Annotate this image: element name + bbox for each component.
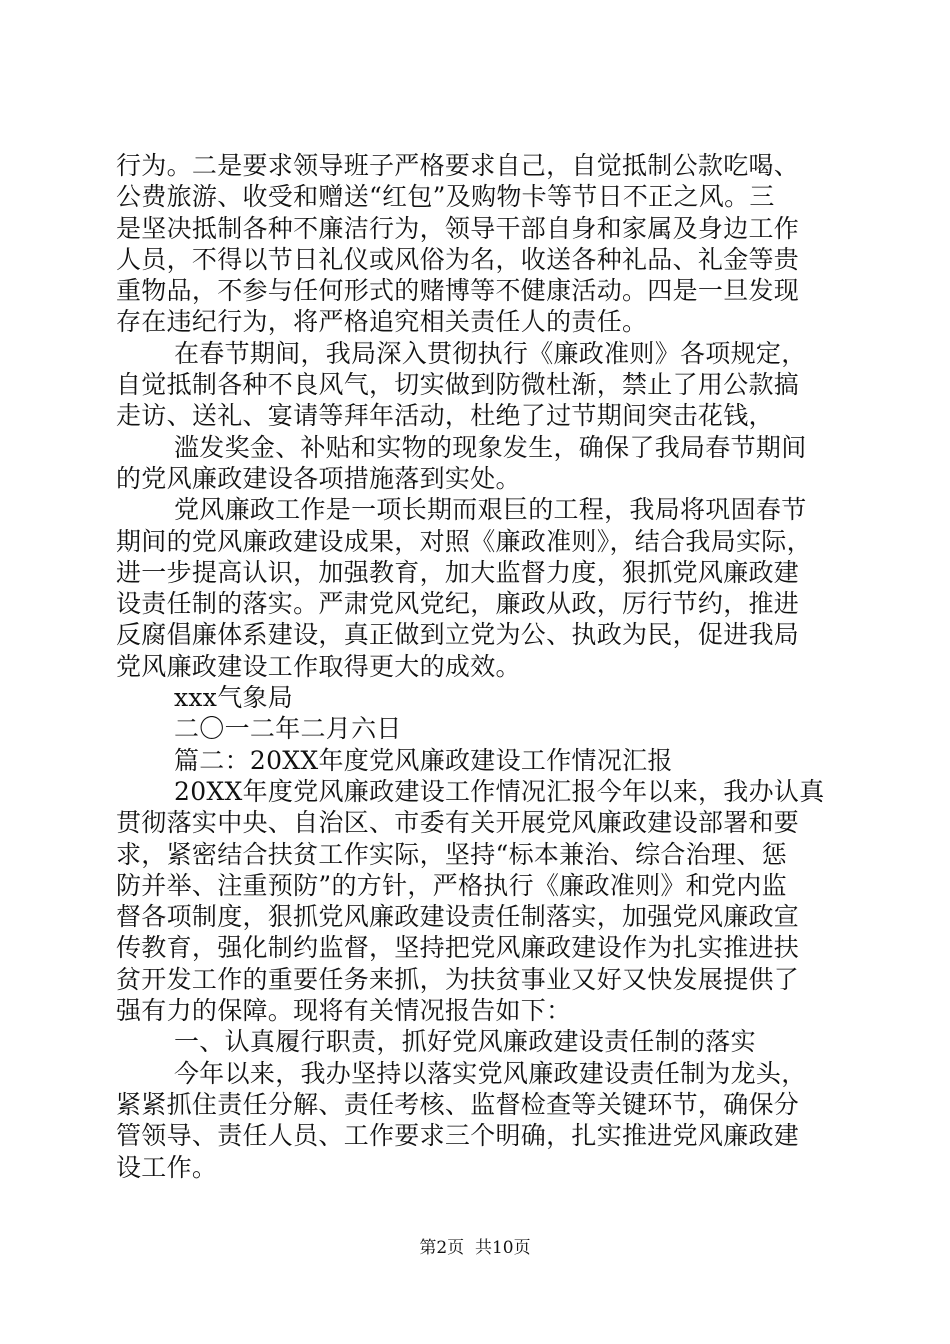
text-line: 人员，不得以节日礼仪或风俗为名，收送各种礼品、礼金等贵 xyxy=(116,244,800,274)
text-line: 存在违纪行为，将严格追究相关责任人的责任。 xyxy=(116,307,648,337)
text-line: 重物品，不参与任何形式的赌博等不健康活动。四是一旦发现 xyxy=(116,276,800,306)
text-line: 公费旅游、收受和赠送“红包”及购物卡等节日不正之风。三 xyxy=(116,182,775,212)
text-line: 管领导、责任人员、工作要求三个明确，扎实推进党风廉政建 xyxy=(116,1121,800,1151)
text-line: 督各项制度，狠抓党风廉政建设责任制落实，加强党风廉政宣 xyxy=(116,902,800,932)
text-line: 反腐倡廉体系建设，真正做到立党为公、执政为民，促进我局 xyxy=(116,620,800,650)
text-line: xxx气象局 xyxy=(174,683,294,713)
text-line: 自觉抵制各种不良风气，切实做到防微杜渐，禁止了用公款搞 xyxy=(116,370,800,400)
text-line: 求，紧密结合扶贫工作实际，坚持“标本兼治、综合治理、惩 xyxy=(116,839,787,869)
text-line: 贫开发工作的重要任务来抓，为扶贫事业又好又快发展提供了 xyxy=(116,964,800,994)
text-line: 二〇一二年二月六日 xyxy=(174,714,402,744)
text-line: 期间的党风廉政建设成果，对照《廉政准则》，结合我局实际， xyxy=(116,526,812,556)
text-line: 走访、送礼、宴请等拜年活动，杜绝了过节期间突击花钱， xyxy=(116,401,774,431)
text-line: 设工作。 xyxy=(116,1152,218,1182)
text-line: 紧紧抓住责任分解、责任考核、监督检查等关键环节，确保分 xyxy=(116,1089,800,1119)
text-line: 篇二：20XX年度党风廉政建设工作情况汇报 xyxy=(174,745,673,775)
text-line: 滥发奖金、补贴和实物的现象发生，确保了我局春节期间 xyxy=(174,432,807,462)
text-line: 进一步提高认识，加强教育，加大监督力度，狠抓党风廉政建 xyxy=(116,557,800,587)
text-line: 强有力的保障。现将有关情况报告如下： xyxy=(116,996,572,1026)
text-line: 在春节期间，我局深入贯彻执行《廉政准则》各项规定， xyxy=(174,338,807,368)
page-number-label: 第2页 共10页 xyxy=(419,1238,531,1258)
text-line: 20XX年度党风廉政建设工作情况汇报今年以来，我办认真 xyxy=(174,776,825,806)
text-line: 防并举、注重预防”的方针，严格执行《廉政准则》和党内监 xyxy=(116,870,787,900)
text-line: 行为。二是要求领导班子严格要求自己，自觉抵制公款吃喝、 xyxy=(116,151,800,180)
text-line: 今年以来，我办坚持以落实党风廉政建设责任制为龙头， xyxy=(174,1058,807,1088)
text-line: 党风廉政工作是一项长期而艰巨的工程，我局将巩固春节 xyxy=(174,495,807,525)
text-line: 党风廉政建设工作取得更大的成效。 xyxy=(116,651,521,681)
document-body xyxy=(116,150,846,1183)
text-line: 设责任制的落实。严肃党风党纪，廉政从政，厉行节约，推进 xyxy=(116,589,800,619)
page-footer xyxy=(0,1237,950,1259)
text-line: 贯彻落实中央、自治区、市委有关开展党风廉政建设部署和要 xyxy=(116,808,800,838)
text-line: 的党风廉政建设各项措施落到实处。 xyxy=(116,463,521,493)
text-line: 传教育，强化制约监督，坚持把党风廉政建设作为扎实推进扶 xyxy=(116,933,800,963)
text-line: 一、认真履行职责，抓好党风廉政建设责任制的落实 xyxy=(174,1027,756,1057)
text-line: 是坚决抵制各种不廉洁行为，领导干部自身和家属及身边工作 xyxy=(116,213,800,243)
